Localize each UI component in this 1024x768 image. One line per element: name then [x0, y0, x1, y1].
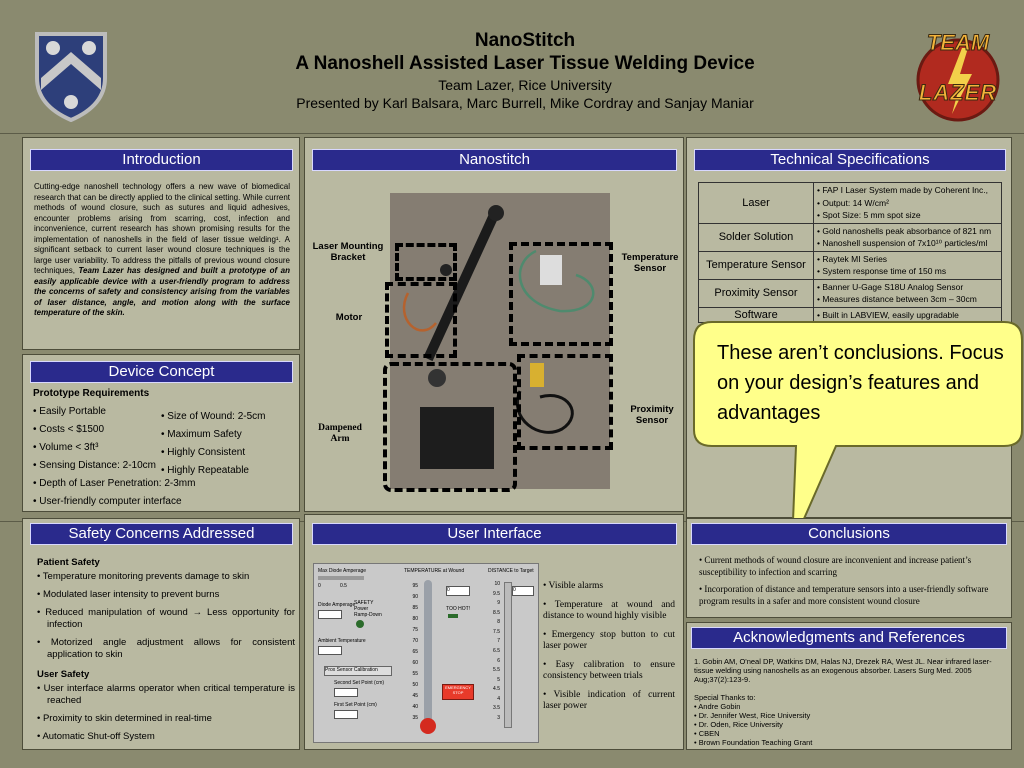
patient-safety-list	[37, 571, 295, 661]
specs-table	[698, 182, 1002, 323]
team-lazer-logo	[912, 28, 1004, 126]
spec-item: • Nanoshell suspension of 7x10¹⁰ particles/ml	[817, 238, 988, 248]
spec-item: • Raytek MI Series	[817, 253, 888, 264]
user-safety-heading: User Safety	[37, 669, 90, 680]
conclusion-item: • Incorporation of distance and temperature sensors into a user-friendly software program results in a safer and more consistent wound closure	[699, 584, 989, 606]
distance-bar	[504, 582, 512, 728]
thanks-heading: Special Thanks to:	[694, 693, 756, 702]
scale-tick-label: 10	[494, 581, 500, 587]
ui-feature: • Visible indication of current laser power	[543, 689, 675, 711]
spec-item: • Gold nanoshells peak absorbance of 821 nm	[817, 225, 992, 236]
requirement-item: • Depth of Laser Penetration: 2-3mm	[33, 478, 196, 489]
spec-details	[814, 251, 1002, 279]
spec-details	[814, 279, 1002, 307]
spec-item: • Output: 14 W/cm²	[817, 197, 889, 208]
presenters: Presented by Karl Balsara, Marc Burrell, Mike Cordray and Sanjay Maniar	[296, 95, 754, 111]
slider-min-label: 0	[318, 583, 321, 589]
scale-tick-label: 45	[412, 693, 418, 699]
ui-feature: • Temperature at wound and distance to wound highly visible	[543, 599, 675, 621]
thanks-item: • Dr. Jennifer West, Rice University	[694, 711, 811, 720]
ambient-temp-label: Ambient Temperature	[318, 638, 366, 644]
safety-panel	[22, 518, 300, 750]
safety-item: • Reduced manipulation of wound → Less opportunity for infection	[37, 607, 295, 630]
scale-tick-label: 75	[412, 627, 418, 633]
safety-item: • Temperature monitoring prevents damage to skin	[37, 571, 250, 582]
scale-tick-label: 90	[412, 594, 418, 600]
logo-text-lazer: LAZER	[918, 80, 998, 105]
highlight-motor	[385, 282, 457, 358]
scale-tick-label: 40	[412, 704, 418, 710]
ui-feature: • Visible alarms	[543, 581, 604, 591]
requirement-item: • Volume < 3ft³	[33, 442, 99, 453]
spec-item: • FAP I Laser System made by Coherent Inc.,	[817, 185, 989, 195]
poster-title: NanoStitch	[474, 30, 576, 51]
scale-tick-label: 7.5	[493, 628, 500, 635]
scale-tick-label: 7	[497, 638, 500, 645]
spec-row	[699, 251, 1002, 279]
logo-text-team: TEAM	[926, 30, 990, 55]
requirement-item: • Costs < $1500	[33, 424, 105, 435]
scale-tick-label: 3.5	[493, 705, 500, 712]
label-temperature-sensor: Temperature Sensor	[621, 252, 679, 274]
label-dampened-arm: Dampened Arm	[318, 423, 362, 444]
thanks-item: • CBEN	[694, 729, 720, 738]
thermometer-bulb	[420, 718, 436, 734]
safety-label: SAFETY Power Ramp-Down	[354, 600, 382, 618]
introduction-text: Cutting-edge nanoshell technology offers a new wave of biomedical research that can be directly applied to the clinical setting. While current methods of wound closure, such as sutures and liquid adhesives, encounter problems arising from scarring, cost, infection and inconvenience, current research has shown promising results for the implementation of nanoshells in the field of laser tissue welding¹. A significant setback to current laser wound closure techniques is the large user variability. To address the pitfalls of previous wound closure techniques,	[34, 182, 290, 275]
distance-scale	[488, 581, 500, 724]
requirement-item: • Highly Repeatable	[161, 465, 249, 476]
thanks-item: • Dr. Oden, Rice University	[694, 720, 783, 729]
requirement-item: • Easily Portable	[33, 406, 106, 417]
ambient-temp-field[interactable]	[318, 646, 342, 655]
conclusions-title: Conclusions	[691, 523, 1007, 545]
second-set-label: Second Set Point (cm)	[334, 680, 385, 686]
second-set-field[interactable]	[334, 688, 358, 697]
labview-screen	[313, 563, 539, 743]
spec-name: Solder Solution	[699, 223, 814, 251]
scale-tick-label: 8	[497, 619, 500, 626]
device-concept-panel	[22, 354, 300, 512]
too-hot-led	[448, 614, 458, 618]
too-hot-label: TOO HOT!	[446, 606, 471, 612]
scale-tick-label: 60	[412, 660, 418, 666]
conclusions-panel	[686, 518, 1012, 618]
requirement-item: • Size of Wound: 2-5cm	[161, 411, 266, 422]
spec-row	[699, 279, 1002, 307]
team-name: Team Lazer, Rice University	[438, 77, 612, 93]
requirement-item: • Maximum Safety	[161, 429, 242, 440]
requirements-heading: Prototype Requirements	[33, 388, 150, 399]
distance-readout: 0	[512, 586, 534, 596]
spec-row	[699, 183, 1002, 224]
acknowledgments-panel	[686, 622, 1012, 750]
scale-tick-label: 8.5	[493, 609, 500, 616]
max-diode-slider[interactable]	[318, 576, 364, 580]
spec-name: Temperature Sensor	[699, 251, 814, 279]
user-interface-panel	[304, 514, 684, 750]
spec-name: Proximity Sensor	[699, 279, 814, 307]
scale-tick-label: 50	[412, 682, 418, 688]
spec-item: • Spot Size: 5 mm spot size	[817, 210, 921, 220]
highlight-temperature-sensor	[509, 242, 613, 346]
nanostitch-title: Nanostitch	[312, 149, 677, 171]
scale-tick-label: 6.5	[493, 648, 500, 654]
highlight-proximity-sensor	[517, 354, 613, 450]
callout-bubble	[692, 320, 1024, 470]
diode-amperage-label: Diode Amperage	[318, 602, 356, 608]
thanks-item: • Andre Gobin	[694, 702, 741, 711]
scale-tick-label: 4.5	[493, 686, 500, 693]
first-set-field[interactable]	[334, 710, 358, 719]
safety-led	[356, 620, 364, 628]
spec-item: • Built in LABVIEW, easily upgradable	[817, 309, 959, 320]
scale-tick-label: 35	[412, 715, 418, 721]
thanks-list	[694, 702, 1004, 747]
temperature-label: TEMPERATURE at Wound	[404, 568, 465, 574]
scale-tick-label: 5	[497, 676, 500, 683]
nanostitch-panel	[304, 137, 684, 512]
device-concept-title: Device Concept	[30, 361, 293, 383]
spec-item: • Measures distance between 3cm – 30cm	[817, 294, 977, 304]
thermometer-tube	[424, 580, 432, 724]
requirement-item: • User-friendly computer interface	[33, 496, 182, 507]
diode-amperage-field[interactable]	[318, 610, 342, 619]
thanks-item: • Brown Foundation Teaching Grant	[694, 738, 813, 747]
safety-item: • Proximity to skin determined in real-time	[37, 713, 212, 724]
spec-row	[699, 223, 1002, 251]
divider	[0, 133, 1024, 134]
introduction-body	[34, 182, 290, 319]
poster-subtitle: A Nanoshell Assisted Laser Tissue Welding Device	[295, 53, 755, 74]
label-motor: Motor	[335, 312, 363, 323]
user-safety-list	[37, 683, 295, 743]
requirements-right-list	[161, 408, 297, 480]
scale-tick-label: 85	[412, 605, 418, 611]
ui-feature: • Emergency stop button to cut laser power	[543, 629, 675, 651]
highlight-bracket	[395, 243, 457, 281]
label-proximity-sensor: Proximity Sensor	[630, 404, 674, 426]
spec-item: • Banner U-Gage S18U Analog Sensor	[817, 281, 964, 292]
scale-tick-label: 9.5	[493, 590, 500, 597]
introduction-panel	[22, 137, 300, 350]
requirement-item: • Highly Consistent	[161, 447, 246, 458]
scale-tick-label: 70	[412, 638, 418, 644]
spec-name: Laser	[699, 183, 814, 224]
ui-feature: • Easy calibration to ensure consistency between trials	[543, 659, 675, 681]
scale-tick-label: 3	[497, 715, 500, 721]
conclusion-item: • Current methods of wound closure are inconvenient and increase patient’s susceptibility to infection and scarring	[699, 555, 972, 577]
spec-item: • System response time of 150 ms	[817, 266, 947, 276]
temperature-readout: 0	[446, 586, 470, 596]
slider-max-label: 0.5	[340, 583, 347, 589]
scale-tick-label: 5.5	[493, 667, 500, 674]
callout-text: These aren’t conclusions. Focus on your design’s features and advantages	[717, 342, 1004, 424]
rice-shield-logo	[33, 30, 109, 122]
max-diode-label: Max Diode Amperage	[318, 568, 367, 574]
distance-label: DISTANCE to Target	[488, 568, 534, 574]
first-set-label: First Set Point (cm)	[334, 702, 377, 708]
scale-tick-label: 55	[412, 671, 418, 677]
safety-item: • Modulated laser intensity to prevent burns	[37, 589, 220, 600]
introduction-title: Introduction	[30, 149, 293, 171]
label-mounting-bracket: Laser Mounting Bracket	[312, 241, 384, 263]
scale-tick-label: 65	[412, 649, 418, 655]
scale-tick-label: 9	[497, 600, 500, 607]
user-interface-title: User Interface	[312, 523, 677, 545]
requirement-item: • Sensing Distance: 2-10cm	[33, 460, 157, 471]
scale-tick-label: 80	[412, 616, 418, 622]
patient-safety-heading: Patient Safety	[37, 557, 100, 568]
thermometer	[420, 580, 436, 734]
safety-title: Safety Concerns Addressed	[30, 523, 293, 545]
introduction-emphasis: Team Lazer has designed and built a prototype of an easily applicable device with a user-friendly program to address the concerns of safety and consistency arising from the variables of laser distance, angle, and motion along with the surface temperature of the skin.	[34, 266, 290, 317]
conclusions-list	[699, 555, 1005, 613]
acknowledgments-title: Acknowledgments and References	[691, 627, 1007, 649]
safety-item: • Automatic Shut-off System	[37, 731, 155, 742]
scale-tick-label: 4	[497, 695, 500, 702]
temperature-scale	[404, 583, 418, 724]
spec-details	[814, 183, 1002, 224]
prox-calibration-button[interactable]: Prox Sensor Calibration	[324, 666, 392, 676]
spec-details	[814, 223, 1002, 251]
safety-item: • Motorized angle adjustment allows for consistent application to skin	[37, 637, 295, 660]
spec-name: Software	[699, 307, 814, 323]
highlight-dampened-arm	[383, 362, 517, 492]
emergency-stop-button[interactable]: EMERGENCY STOP	[442, 684, 474, 700]
tech-specs-title: Technical Specifications	[694, 149, 1006, 171]
ui-features-list	[543, 581, 675, 720]
scale-tick-label: 95	[412, 583, 418, 589]
scale-tick-label: 6	[497, 657, 500, 664]
reference-1: 1. Gobin AM, O'neal DP, Watkins DM, Halas NJ, Drezek RA, West JL. Near infrared laser-tissue welding using nanoshells as an exogenous absorber. Lasers Surg Med. 2005 Aug;37(2):123-9.	[694, 657, 992, 684]
safety-item: • User interface alarms operator when critical temperature is reached	[37, 683, 295, 706]
